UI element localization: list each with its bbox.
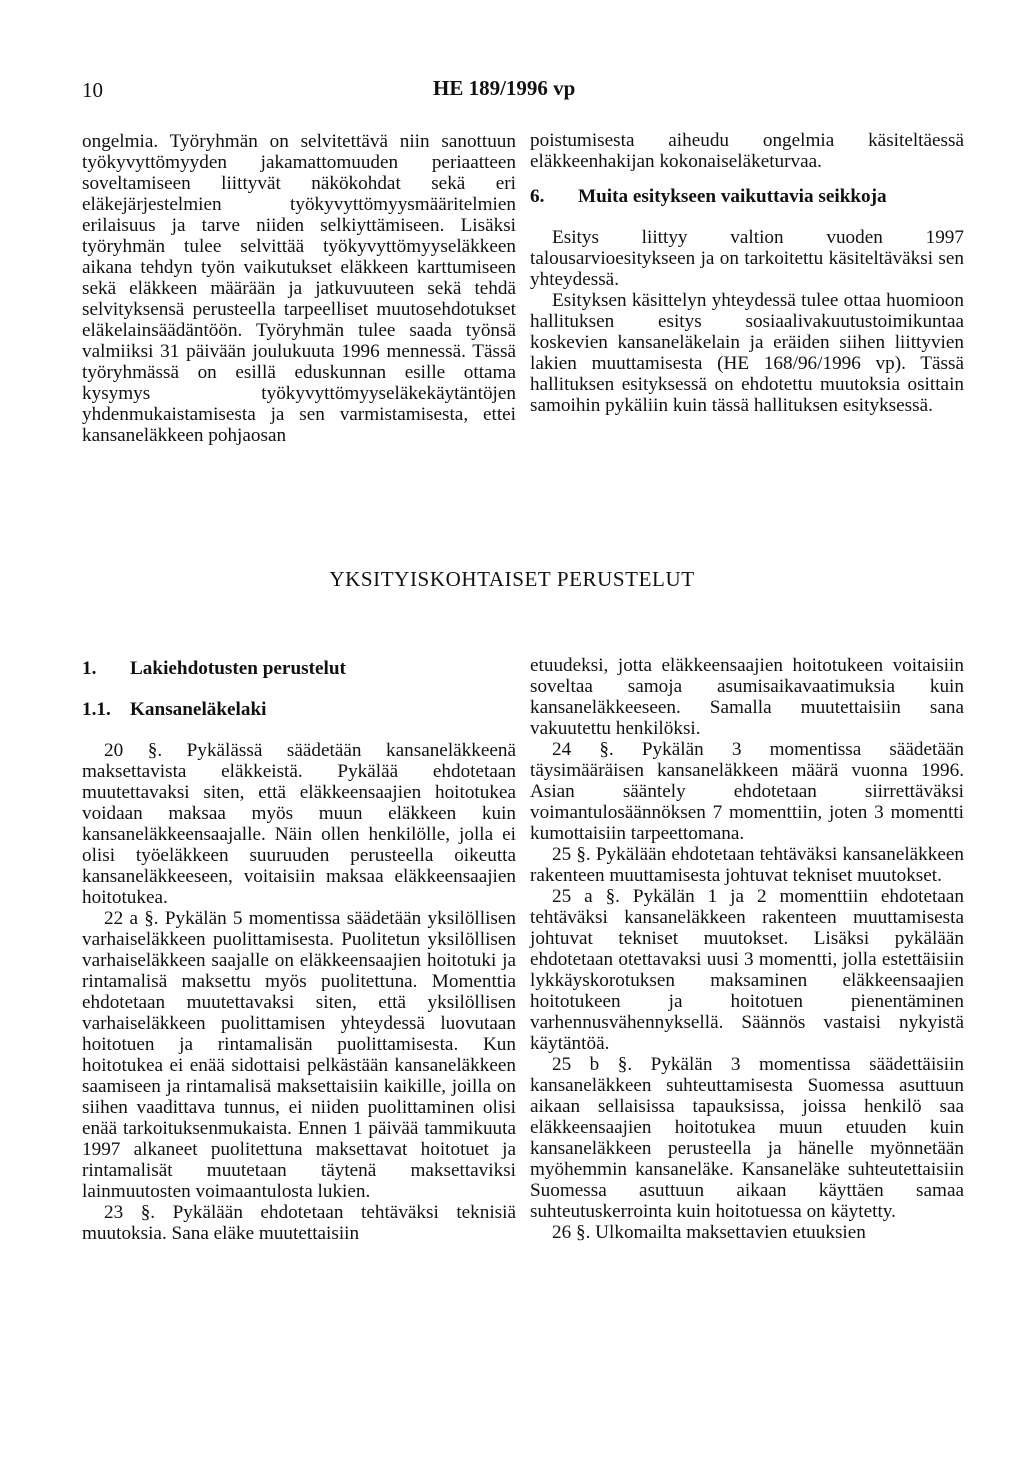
paragraph: 24 §. Pykälän 3 momentissa säädetään täysimääräisen kansaneläkkeen määrä vuonna 1996. Asian sääntely ehdotetaan siirrettäväksi voimantulosäännöksen 7 momenttiin, joten 3 momentti kumottaisiin tarpeettomana.: [530, 739, 964, 844]
paragraph: 25 b §. Pykälän 3 momentissa säädettäisiin kansaneläkkeen suhteuttamisesta Suomessa asuttuun aikaan sellaisissa tapauksissa, joissa henkilö saa eläkkeensaajien hoitotukea muun etuuden kuin kansaneläkkeen perusteella ja hänelle myönnetään myöhemmin kansaneläke. Kansaneläke suhteutettaisiin Suomessa asuttuun aikaan käyttäen samaa suhteutuskerrointa kuin hoitotuessa on käytetty.: [530, 1054, 964, 1222]
section-6-heading: [530, 186, 964, 207]
paragraph: Esityksen käsittelyn yhteydessä tulee ottaa huomioon hallituksen esitys sosiaalivakuutustoimikuntaa koskevien kansaneläkelain ja eräiden siihen liittyvien lakien muuttamisesta (HE 168/96/1996 vp). Tässä hallituksen esityksessä on ehdotettu muutoksia osittain samoihin pykäliin kuin tässä hallituksen esityksessä.: [530, 290, 964, 416]
paragraph: poistumisesta aiheudu ongelmia käsiteltäessä eläkkeenhakijan kokonaiseläketurvaa.: [530, 130, 964, 172]
paragraph: 22 a §. Pykälän 5 momentissa säädetään yksilöllisen varhaiseläkkeen puolittamisesta. Puolitetun yksilöllisen varhaiseläkkeen saajalle on eläkkeensaajien hoitotuki ja rintamalisä maksettu myös puolitettuna. Momenttia ehdotetaan muutettavaksi siten, että yksilöllisen varhaiseläkkeen puolittamisen yhteydessä luovutaan hoitotuen ja rintamalisän puolittamisesta. Kun hoitotukea ei enää sidottaisi pelkästään kansaneläkkeen saamiseen ja rintamalisä maksettaisiin kaikille, joilla on siihen vaadittava tunnus, ei niiden puolittaminen olisi enää tarkoituksenmukaista. Ennen 1 päivää tammikuuta 1997 alkaneet puolitettuna maksettavat hoitotuet ja rintamalisät muutetaan täytenä maksettaviksi lainmuutosten voimaantulosta lukien.: [82, 908, 516, 1202]
main-heading: YKSITYISKOHTAISET PERUSTELUT: [329, 567, 695, 591]
section-1-heading: [82, 658, 516, 679]
bottom-right-column: [530, 655, 964, 1243]
paragraph: 25 a §. Pykälän 1 ja 2 momenttiin ehdotetaan tehtäväksi kansaneläkkeen rakenteen muuttamisesta johtuvat tekniset muutokset. Lisäksi pykälään ehdotetaan otettavaksi uusi 3 momentti, jolla estettäisiin lykkäyskorotuksen maksaminen eläkkeensaajien hoitotukeen ja hoitotuen pienentäminen varhennusvähennyksellä. Säännös vastaisi nykyistä käytäntöä.: [530, 886, 964, 1054]
paragraph: 25 §. Pykälään ehdotetaan tehtäväksi kansaneläkkeen rakenteen muuttamisesta johtuvat tekniset muutokset.: [530, 844, 964, 886]
paragraph: ongelmia. Työryhmän on selvitettävä niin sanottuun työkyvyttömyyden jakamattomuuden periaatteen soveltamiseen liittyvät näkökohdat sekä eri eläkejärjestelmien työkyvyttömyysmääritelmien erilaisuus ja tarve niiden selkiyttämiseen. Lisäksi työryhmän tulee selvittää työkyvyttömyyseläkkeen aikana tehdyn työn vaikutukset eläkkeen karttumiseen sekä eläkkeen määrään ja jatkuvuuteen sekä tehdä selvityksensä perusteella tarpeelliset muutosehdotukset eläkelainsäädäntöön. Työryhmän tulee saada työnsä valmiiksi 31 päivään joulukuuta 1996 mennessä. Tässä työryhmässä on esillä eduskunnan esille ottama kysymys työkyvyttömyyseläkekäytäntöjen yhdenmukaistamisesta ja sen varmistamisesta, ettei kansaneläkkeen pohjaosan: [82, 131, 516, 446]
paragraph: etuudeksi, jotta eläkkeensaajien hoitotukeen voitaisiin soveltaa samoja asumisaikavaatimuksia kuin kansaneläkkeeseen. Samalla muutettaisiin sana vakuutettu henkilöksi.: [530, 655, 964, 739]
paragraph: 23 §. Pykälään ehdotetaan tehtäväksi teknisiä muutoksia. Sana eläke muutettaisiin: [82, 1202, 516, 1244]
section-number: 6.: [530, 186, 545, 207]
paragraph: Esitys liittyy valtion vuoden 1997 talousarvioesitykseen ja on tarkoitettu käsiteltäväksi sen yhteydessä.: [530, 227, 964, 290]
paragraph: 26 §. Ulkomailta maksettavien etuuksien: [552, 1222, 866, 1243]
section-number: 1.1.: [82, 699, 111, 720]
document-id: HE 189/1996 vp: [433, 76, 576, 100]
section-1-1-heading: [82, 699, 516, 720]
paragraph: 20 §. Pykälässä säädetään kansaneläkkeenä maksettavista eläkkeistä. Pykälää ehdotetaan muutettavaksi siten, että eläkkeensaajien hoitotukea voidaan maksaa myös muun eläkkeen kuin kansaneläkkeensaajalle. Näin ollen henkilölle, jolla ei olisi työeläkkeen suuruuden perusteella oikeutta kansaneläkkeeseen, voitaisiin maksaa eläkkeensaajien hoitotukea.: [82, 740, 516, 908]
page-number: 10: [82, 78, 103, 102]
top-right-column: [530, 130, 964, 416]
top-left-column: [82, 131, 516, 446]
bottom-left-column: [82, 658, 516, 1244]
section-number: 1.: [82, 658, 97, 679]
section-title: Muita esitykseen vaikuttavia seikkoja: [578, 186, 887, 207]
section-title: Lakiehdotusten perustelut: [130, 658, 346, 679]
section-title: Kansaneläkelaki: [130, 699, 267, 720]
